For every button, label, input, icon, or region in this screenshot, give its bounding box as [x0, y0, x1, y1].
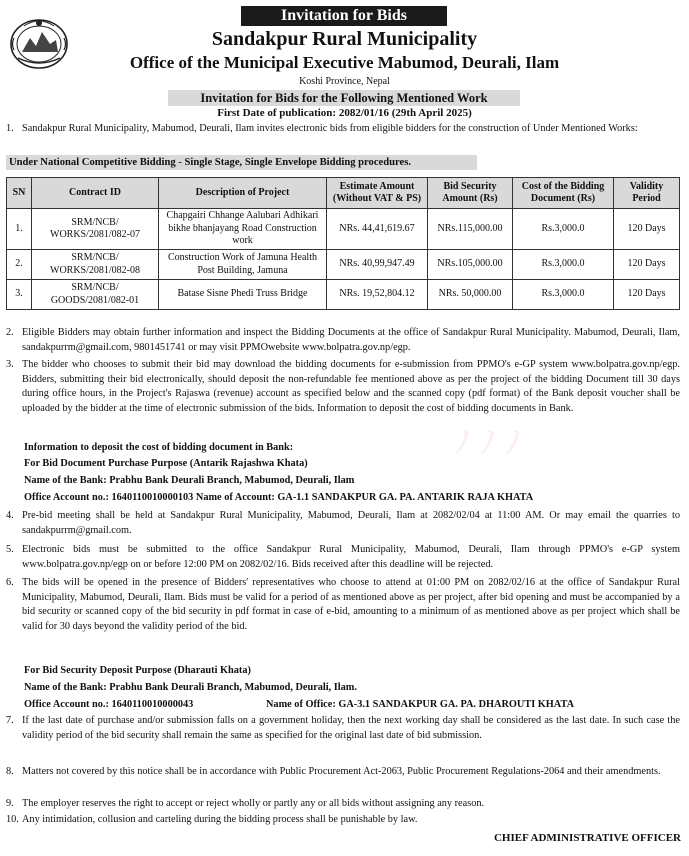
clause-text: Eligible Bidders may obtain further information and inspect the Bidding Documents at the office of Sandakpur Rural Municipality. Mabumod, Deurali, Ilam, sandakpurrm@gmail.com, 9801451741 or may visit PPMOwebsite www.bolpatra.gov.np/egp.: [22, 327, 680, 353]
cell-contract-id: SRM/NCB/ WORKS/2081/082-08: [32, 250, 159, 280]
clause-6: [6, 576, 680, 634]
publication-date: First Date of publication: 2082/01/16 (29th April 2025): [217, 107, 472, 119]
security-account: Office Account no.: 1640110010000043: [24, 699, 194, 710]
clause-8: [6, 765, 680, 780]
clause-text: The bidder who chooses to submit their bid may download the bidding documents for e-submission from PPMO's e-GP system www.bolpatra.gov.np/egp. Bidders, submitting their bid electronically, should deposit the non-refundable fee mentioned above as per the project of the bidding Document till 30 days during office hours, in the Project's Rajaswa (revenue) account as specified below and the scanned copy (pdf format) of the Bank deposit voucher shall be uploaded by the bidder at the time of electronic submission of the bids. Information to deposit the cost of bidding documents in Bank.: [22, 359, 680, 414]
table-row: [7, 280, 680, 310]
security-office-name: Name of Office: GA-3.1 SANDAKPUR GA. PA. DHAROUTI KHATA: [266, 699, 575, 710]
cell-validity: 120 Days: [614, 209, 680, 250]
col-document-cost: Cost of the Bidding Document (Rs): [513, 178, 614, 209]
table-row: [7, 209, 680, 250]
clause-number: 10.: [6, 814, 19, 825]
cell-validity: 120 Days: [614, 250, 680, 280]
col-sn: SN: [7, 178, 32, 209]
clause-text: Matters not covered by this notice shall be in accordance with Public Procurement Act-2063, Public Procurement Regulations-2064 and their amendments.: [22, 766, 661, 777]
cell-description: Construction Work of Jamuna Health Post Building, Jamuna: [159, 250, 327, 280]
cell-bid-security: NRs.115,000.00: [428, 209, 513, 250]
cell-sn: 2.: [7, 250, 32, 280]
watermark: ﾉ ﾉ ﾉ: [455, 426, 521, 461]
clause-text: Any intimidation, collusion and carteling during the bidding process shall be punishable by law.: [22, 814, 418, 825]
clause-7: [6, 714, 680, 743]
clause-number: 9.: [6, 798, 14, 809]
clause-number: 4.: [6, 510, 14, 521]
office-name: Office of the Municipal Executive Mabumod, Deurali, Ilam: [129, 53, 560, 72]
clause-number: 6.: [6, 577, 14, 588]
security-bank: Name of the Bank: Prabhu Bank Deurali Branch, Mabumod, Deurali, Ilam.: [24, 682, 357, 693]
cell-bid-security: NRs.105,000.00: [428, 250, 513, 280]
deposit-purpose: For Bid Document Purchase Purpose (Antarik Rajashwa Khata): [24, 458, 308, 469]
clause-2: [6, 326, 680, 355]
clause-number: 7.: [6, 715, 14, 726]
clause-9: [6, 797, 680, 812]
col-description: Description of Project: [159, 178, 327, 209]
cell-description: Chapgairi Chhange Aalubari Adhikari bikhe bhanjayang Road Construction work: [159, 209, 327, 250]
clause-text: The bids will be opened in the presence of Bidders' representatives who choose to attend at 01:00 PM on 2082/02/16 at the office of Sandakpur Rural Municipality, Mabumod, Deurali, Ilam. Bids must be valid for a period of as mentioned above as per project, after bid opening and must be accompanied by a bid security or scanned copy of the bid security in pdf format in case of e-bid, amounting to a minimum of as mentioned above as per project which shall be valid for 30 days beyond the validity period of the bid.: [22, 577, 680, 632]
col-validity: Validity Period: [614, 178, 680, 209]
clause-number: 2.: [6, 327, 14, 338]
clause-4: [6, 509, 680, 538]
cell-sn: 1.: [7, 209, 32, 250]
clause-text: If the last date of purchase and/or submission falls on a government holiday, then the next working day shall be considered as the last date. In such case the validity period of the bid security shall remain the same as specified for the original last date of bid submission.: [22, 715, 680, 741]
cell-estimate: NRs. 44,41,619.67: [327, 209, 428, 250]
cell-document-cost: Rs.3,000.0: [513, 209, 614, 250]
procedure-line: Under National Competitive Bidding - Single Stage, Single Envelope Bidding procedures.: [6, 155, 477, 170]
clause-1: [6, 122, 680, 135]
deposit-bank: Name of the Bank: Prabhu Bank Deurali Branch, Mabumod, Deurali, Ilam: [24, 475, 355, 486]
col-estimate: Estimate Amount (Without VAT & PS): [327, 178, 428, 209]
cell-contract-id: SRM/NCB/ GOODS/2081/082-01: [32, 280, 159, 310]
cell-sn: 3.: [7, 280, 32, 310]
notice-banner: Invitation for Bids: [241, 6, 447, 26]
cell-contract-id: SRM/NCB/ WORKS/2081/082-07: [32, 209, 159, 250]
notice-subtitle: Invitation for Bids for the Following Mentioned Work: [168, 90, 520, 106]
clause-text: Sandakpur Rural Municipality, Mabumod, Deurali, Ilam invites electronic bids from eligible bidders for the construction of Under Mentioned Works:: [22, 123, 638, 134]
clause-number: 8.: [6, 766, 14, 777]
province: Koshi Province, Nepal: [299, 76, 390, 87]
deposit-heading: Information to deposit the cost of bidding document in Bank:: [24, 442, 294, 453]
col-contract-id: Contract ID: [32, 178, 159, 209]
bids-table: [6, 177, 680, 310]
clause-10: [6, 813, 680, 828]
signature-title: CHIEF ADMINISTRATIVE OFFICER: [493, 832, 681, 844]
cell-bid-security: NRs. 50,000.00: [428, 280, 513, 310]
clause-number: 3.: [6, 359, 14, 370]
clause-number: 1.: [6, 123, 14, 134]
security-purpose: For Bid Security Deposit Purpose (Dharauti Khata): [24, 665, 251, 676]
clause-text: The employer reserves the right to accept or reject wholly or partly any or all bids without assigning any reason.: [22, 798, 485, 809]
cell-estimate: NRs. 40,99,947.49: [327, 250, 428, 280]
cell-document-cost: Rs.3,000.0: [513, 280, 614, 310]
deposit-account: Office Account no.: 1640110010000103 Name of Account: GA-1.1 SANDAKPUR GA. PA. ANTARIK RAJA KHATA: [24, 492, 534, 503]
table-row: [7, 250, 680, 280]
clause-text: Electronic bids must be submitted to the office Sandakpur Rural Municipality, Mabumod, Deurali, Ilam through PPMO's e-GP system www.bolpatra.gov.np/egp on or before 12:00 PM on 2082/02/16. Bids received after this deadline will be rejected.: [22, 544, 680, 570]
col-bid-security: Bid Security Amount (Rs): [428, 178, 513, 209]
cell-validity: 120 Days: [614, 280, 680, 310]
clause-number: 5.: [6, 544, 14, 555]
clause-3: [6, 358, 680, 416]
clause-text: Pre-bid meeting shall be held at Sandakpur Rural Municipality, Mabumod, Deurali, Ilam at 2082/02/04 at 11:00 AM. Or may email the quarries to sandakpurrm@gmail.com.: [22, 510, 680, 536]
cell-document-cost: Rs.3,000.0: [513, 250, 614, 280]
cell-description: Batase Sisne Phedi Truss Bridge: [159, 280, 327, 310]
cell-estimate: NRs. 19,52,804.12: [327, 280, 428, 310]
table-header-row: [7, 178, 680, 209]
clause-5: [6, 543, 680, 572]
municipality-name: Sandakpur Rural Municipality: [211, 28, 478, 50]
